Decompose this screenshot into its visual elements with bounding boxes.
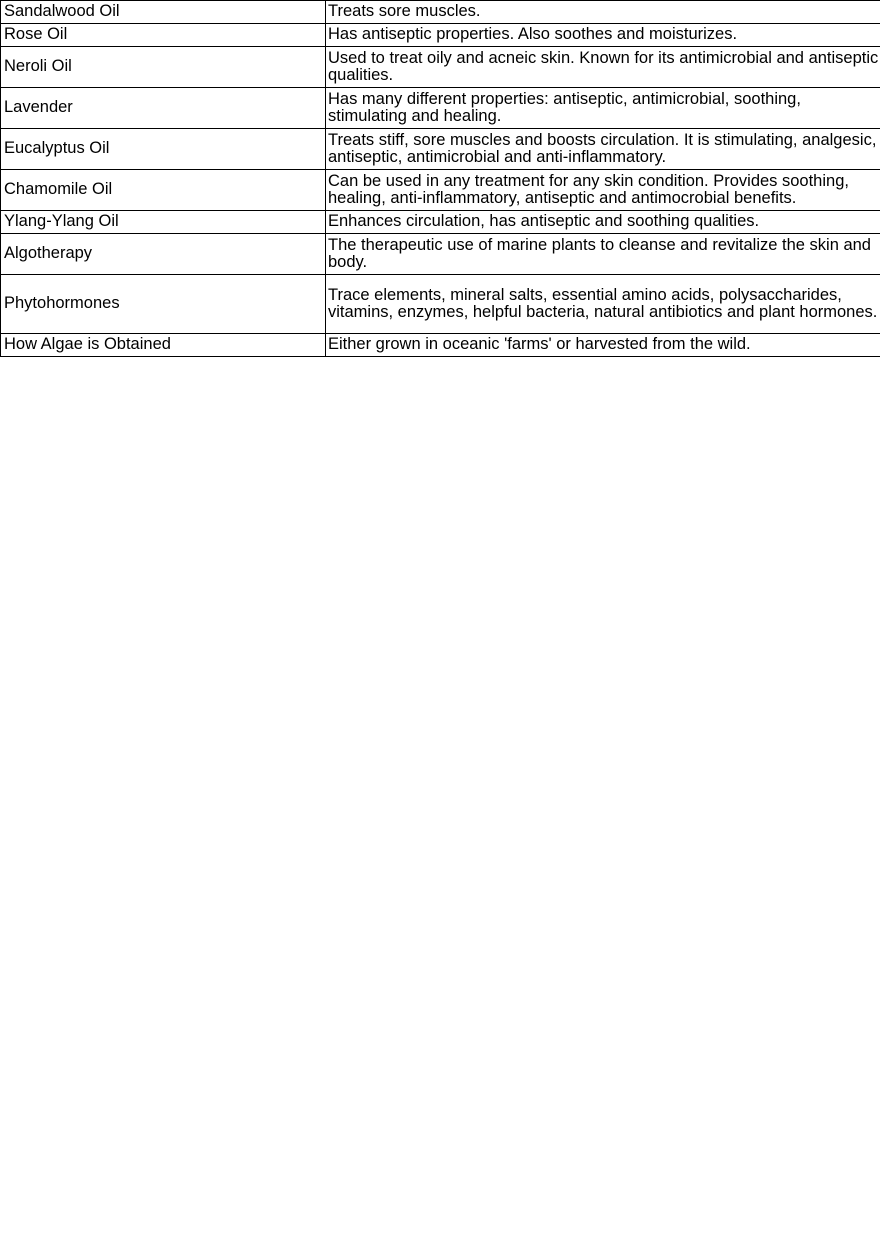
term-cell: Rose Oil (1, 24, 326, 47)
table-row (1, 170, 880, 211)
table-row (1, 334, 880, 357)
table-row (1, 88, 880, 129)
glossary-table-body (1, 1, 880, 357)
term-cell: Phytohormones (1, 275, 326, 334)
definition-cell: Treats sore muscles. (326, 1, 880, 24)
term-cell: How Algae is Obtained (1, 334, 326, 357)
definition-cell: Treats stiff, sore muscles and boosts circulation. It is stimulating, analgesic, antiseptic, antimicrobial and anti-inflammatory. (326, 129, 880, 170)
glossary-table (0, 0, 880, 357)
definition-cell: The therapeutic use of marine plants to cleanse and revitalize the skin and body. (326, 234, 880, 275)
table-row (1, 211, 880, 234)
term-cell: Algotherapy (1, 234, 326, 275)
term-cell: Neroli Oil (1, 47, 326, 88)
table-row (1, 24, 880, 47)
table-row (1, 234, 880, 275)
table-row (1, 1, 880, 24)
term-cell: Chamomile Oil (1, 170, 326, 211)
table-row (1, 275, 880, 334)
definition-cell: Can be used in any treatment for any skin condition. Provides soothing, healing, anti-inflammatory, antiseptic and antimocrobial benefits. (326, 170, 880, 211)
definition-cell: Has antiseptic properties. Also soothes and moisturizes. (326, 24, 880, 47)
term-cell: Lavender (1, 88, 326, 129)
definition-cell: Trace elements, mineral salts, essential amino acids, polysaccharides, vitamins, enzymes, helpful bacteria, natural antibiotics and plant hormones. (326, 275, 880, 334)
definition-cell: Has many different properties: antiseptic, antimicrobial, soothing, stimulating and healing. (326, 88, 880, 129)
term-cell: Ylang-Ylang Oil (1, 211, 326, 234)
table-row (1, 129, 880, 170)
term-cell: Eucalyptus Oil (1, 129, 326, 170)
definition-cell: Enhances circulation, has antiseptic and soothing qualities. (326, 211, 880, 234)
definition-cell: Either grown in oceanic 'farms' or harvested from the wild. (326, 334, 880, 357)
term-cell: Sandalwood Oil (1, 1, 326, 24)
definition-cell: Used to treat oily and acneic skin. Known for its antimicrobial and antiseptic qualities. (326, 47, 880, 88)
table-row (1, 47, 880, 88)
